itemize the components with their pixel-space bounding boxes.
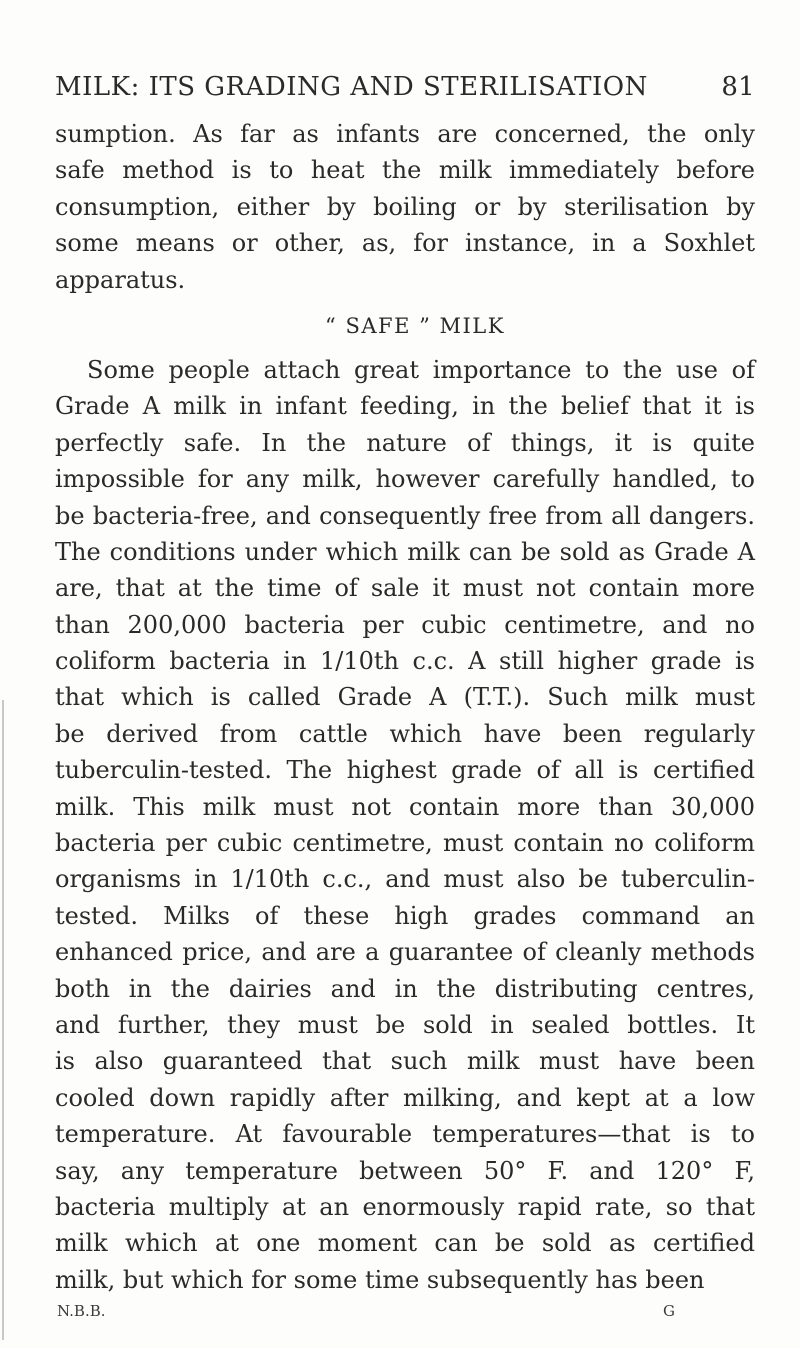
text-line: tested. Milks of these high grades command an	[55, 901, 755, 930]
text-line: bacteria multiply at an enormously rapid rate, so that	[55, 1192, 755, 1221]
text-line: bacteria per cubic centimetre, must contain no coliform	[55, 829, 755, 858]
text-line: than 200,000 bacteria per cubic centimetre, and no	[55, 610, 755, 639]
paragraph-intro	[55, 116, 755, 298]
text-line: are, that at the time of sale it must not contain more	[55, 574, 755, 603]
text-line: organisms in 1/10th c.c., and must also be tuberculin-	[55, 865, 755, 894]
text-line: and further, they must be sold in sealed bottles. It	[55, 1010, 755, 1039]
text-line: some means or other, as, for instance, in a Soxhlet	[55, 229, 755, 258]
text-line: milk, but which for some time subsequently has been	[55, 1265, 705, 1294]
text-line: is also guaranteed that such milk must have been	[55, 1047, 755, 1076]
text-line: perfectly safe. In the nature of things, it is quite	[55, 428, 755, 457]
text-line: be bacteria-free, and consequently free from all dangers.	[55, 501, 755, 530]
page-footer	[55, 1302, 755, 1320]
text-line: both in the dairies and in the distributing centres,	[55, 974, 755, 1003]
text-line: Some people attach great importance to the use of	[87, 355, 755, 384]
page-edge-mark	[2, 700, 4, 1340]
text-line: tuberculin-tested. The highest grade of all is certified	[55, 756, 755, 785]
text-line: milk. This milk must not contain more than 30,000	[55, 792, 755, 821]
book-page	[55, 72, 755, 1320]
footer-signature-mark: G	[663, 1302, 675, 1321]
section-heading: “ SAFE ” MILK	[325, 313, 505, 338]
text-line: enhanced price, and are a guarantee of cleanly methods	[55, 938, 755, 967]
text-line: coliform bacteria in 1/10th c.c. A still higher grade is	[55, 647, 755, 676]
running-header	[55, 72, 755, 102]
paragraph-safe-milk	[55, 352, 755, 1298]
text-line: The conditions under which milk can be sold as Grade A	[55, 537, 755, 566]
text-line: say, any temperature between 50° F. and 120° F,	[55, 1156, 755, 1185]
text-line: that which is called Grade A (T.T.). Such milk must	[55, 683, 755, 712]
text-line: be derived from cattle which have been regularly	[55, 719, 755, 748]
text-line: temperature. At favourable temperatures—that is to	[55, 1120, 755, 1149]
text-line: safe method is to heat the milk immediately before	[55, 156, 755, 185]
text-line: apparatus.	[55, 265, 186, 294]
text-line: sumption. As far as infants are concerned, the only	[55, 120, 755, 148]
text-line: cooled down rapidly after milking, and kept at a low	[55, 1083, 755, 1112]
text-line: impossible for any milk, however carefully handled, to	[55, 465, 755, 494]
text-line: milk which at one moment can be sold as certified	[55, 1229, 755, 1258]
page-number: 81	[721, 72, 755, 102]
running-title: MILK: ITS GRADING AND STERILISATION	[55, 72, 648, 102]
text-line: Grade A milk in infant feeding, in the belief that it is	[55, 392, 755, 421]
footer-signature: N.B.B.	[57, 1302, 106, 1321]
text-line: consumption, either by boiling or by sterilisation by	[55, 192, 755, 221]
